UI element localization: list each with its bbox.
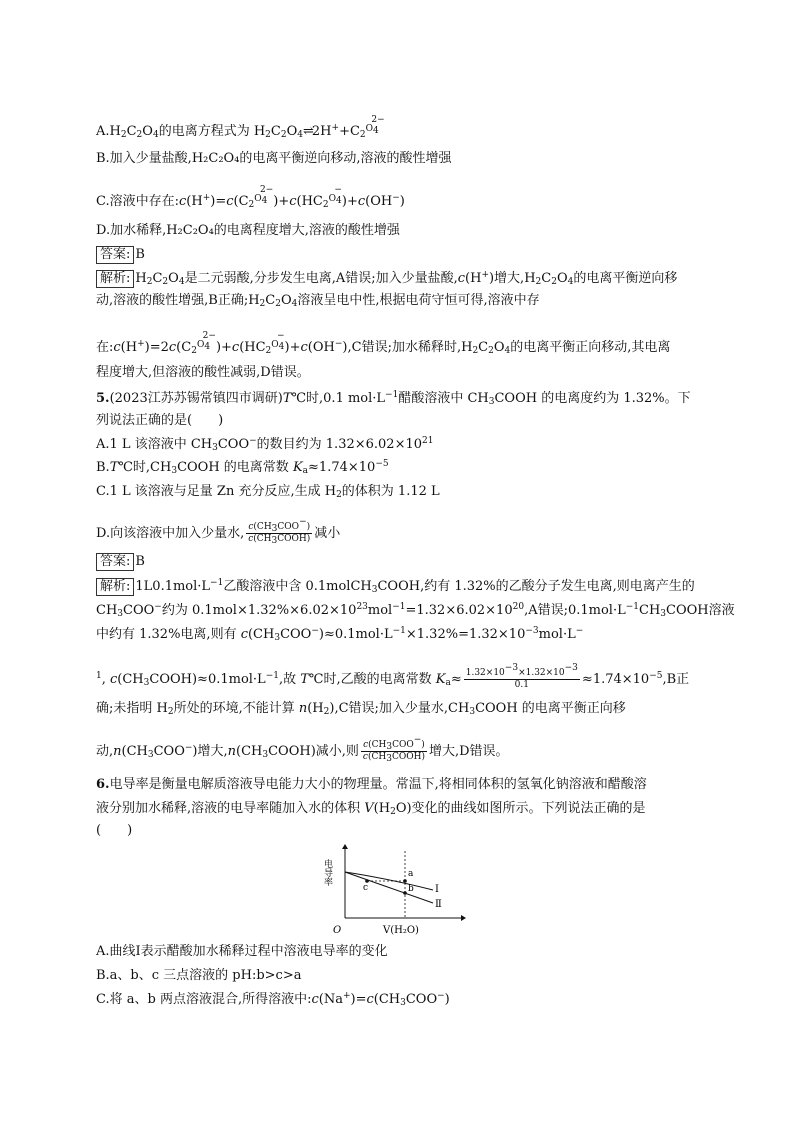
- q5-option-b: B.T℃时$,CH_3COOH$ 的电离常数 $K_a\approx 1.74\times 10^{-5}$: [96, 459, 389, 476]
- origin-label: O: [333, 925, 342, 936]
- q5-stem-line-1: 5.(2023江苏苏锡常镇四市调研)T℃时,0.1 $mol\cdot L^{-1}$醋酸溶液中 $CH_3COOH$ 的电离度约为 1.32%。下: [96, 390, 691, 407]
- q4-option-b: B.加入少量盐酸,H₂C₂O₄的电离平衡逆向移动,溶液的酸性增强: [96, 151, 452, 166]
- q6-stem-line-1: 6.电导率是衡量电解质溶液导电能力大小的物理量。常温下,将相同体积的氢氧化钠溶液和醋酸溶: [96, 777, 647, 792]
- explanation-2-line-6: 动$,n(CH_3COO^-)$增大$,n(CH_3COOH)$减小,则 $\frac{c(CH_3COO^-)}{c(CH_3COOH)}$ 增大,D错误。: [96, 735, 509, 764]
- conductivity-diagram: [322, 845, 465, 936]
- q6-option-c: C.将 a、b 两点溶液混合,所得溶液中$:c(Na^+)=c(CH_3COO^-)$: [96, 991, 450, 1008]
- q4-option-c: C.溶液中存在$:c(H^+)=c(C_2$ 2− $O_4$ )$+c(HC_2$ − $O_4$ )+c(OH−): [96, 185, 405, 210]
- curve-one-label: Ⅰ: [435, 884, 439, 895]
- q4-option-a: $A.H_2C_2O_4$的电离方程式为 $H_2C_2O_4\rightleftharpoons 2H^++C_2$ 2− $O_4$: [96, 115, 385, 140]
- q5-option-c: C.1 L 该溶液与足量 Zn 充分反应,生成 $H_2$的体积为 1.12 L: [96, 484, 440, 500]
- x-axis-label: V(H₂O): [383, 925, 419, 936]
- q6-option-b: B.a、b、c 三点溶液的 pH:b>c>a: [96, 968, 302, 983]
- answer-row-1: [96, 246, 145, 264]
- answer-label: 答案:: [96, 246, 134, 264]
- explanation-2-line-2: $CH_3COO^-$约为 $0.1mol\times 1.32\%\times 6.02\times 10^{23}mol^{-1}=1.32\times 6.02\times 10^{20},A$错误$;0.1mol\cdot L^{-1}CH_3COOH$溶液: [96, 602, 735, 619]
- explanation-label: 解析:: [96, 578, 134, 596]
- point-b-dot: [403, 891, 407, 895]
- x-axis-arrow: [461, 915, 466, 921]
- q6-stem-line-3: ( ): [96, 823, 133, 838]
- explanation-2-line-3: 中约有 1.32%电离,则有 $c(CH_3COO^-)\approx 0.1mol\cdot L^{-1}\times 1.32\%=1.32\times 10^{-3}mol\cdot L^-$: [96, 626, 584, 643]
- q6-stem-line-2: 液分别加水稀释,溶液的电导率随加入水的体积 $V(H_2O)$变化的曲线如图所示。下列说法正确的是: [96, 801, 646, 817]
- explanation-2-line-5: 确;未指明 $H_2$所处的环境,不能计算 $n(H_2),C$错误;加入少量水$,CH_3COOH$ 的电离平衡正向移: [96, 701, 626, 717]
- explanation-2-line-1: 解析: $1L0.1mol\cdot L^{-1}$乙酸溶液中含 0.1molCH$_3$COOH,约有 1.32%的乙酸分子发生电离,则电离产生的: [96, 578, 695, 596]
- explanation-1-line-2: 动,溶液的酸性增强,B正确$;H_2C_2O_4$溶液呈电中性,根据电荷守恒可得,溶液中存: [96, 293, 540, 309]
- answer-label: 答案:: [96, 553, 134, 571]
- q5-option-a: A.1 L 该溶液中 $CH_3COO^-$的数目约为 $1.32\times 6.02\times 10^{21}$: [96, 436, 434, 453]
- y-axis-arrow: [342, 844, 348, 849]
- answer-value: B: [135, 247, 145, 262]
- answer-value: B: [135, 554, 145, 569]
- explanation-1-line-3: 在$:c(H^+)=2c(C_2$ 2− $O_4$ )$+c(HC_2$ − $O_4$ )+c(OH−),C错误;加水稀释时$,H_2C_2O_4$的电离平衡正向移动,其电离: [96, 331, 671, 356]
- point-a-dot: [403, 879, 407, 883]
- q5-option-d: D.向该溶液中加入少量水, $\frac{c(CH_3COO^-)}{c(CH_3COOH)}$ 减小: [96, 517, 341, 546]
- explanation-1-line-4: 程度增大,但溶液的酸性减弱,D错误。: [96, 365, 310, 380]
- explanation-1-line-1: 解析: $H_2C_2O_4$是二元弱酸,分步发生电离,A错误;加入少量盐酸,c(H+)增大$,H_2C_2O_4$的电离平衡逆向移: [96, 270, 677, 288]
- point-a-label: a: [408, 869, 414, 879]
- curve-two: [345, 872, 433, 903]
- q5-stem-line-2: 列说法正确的是( ): [96, 413, 224, 428]
- explanation-label: 解析:: [96, 270, 134, 288]
- point-c-label: c: [363, 883, 369, 893]
- point-b-label: b: [408, 884, 414, 894]
- answer-row-2: [96, 553, 145, 571]
- q6-option-a: A.曲线Ⅰ表示醋酸加水稀释过程中溶液电导率的变化: [96, 944, 388, 959]
- y-axis-label: 电导率: [322, 859, 332, 886]
- q4-option-d: D.加水稀释,H₂C₂O₄的电离程度增大,溶液的酸性增强: [96, 223, 400, 238]
- curve-two-label: Ⅱ: [435, 899, 442, 910]
- explanation-2-line-4: $^1$, $c(CH_3COOH)\approx 0.1mol\cdot L^{-1}$,故 T℃时,乙酸的电离常数 $K_a\approx$ $\frac{1.32\times 10^{-3}\times 1.32\times 10^{-3}}{0.1}$ $\approx 1.74\times 10^{-5},B$正: [96, 663, 690, 690]
